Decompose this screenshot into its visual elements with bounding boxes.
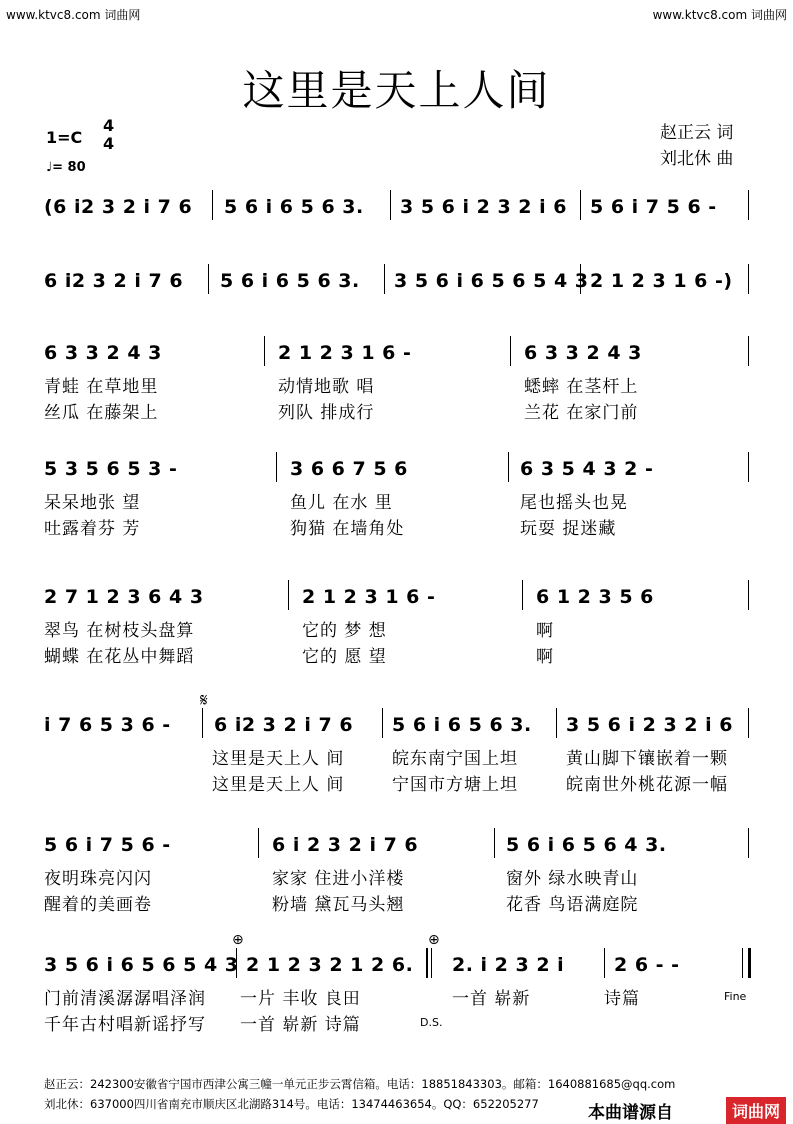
time-signature-bottom: 4 <box>103 134 115 153</box>
measure: i 7 6 5 3 6 - <box>44 714 171 736</box>
site-header-left[interactable]: www.ktvc8.com 词曲网 <box>6 8 141 22</box>
lyric-verse1: 鱼儿 在水 里 <box>290 493 393 513</box>
tempo-marking: ♩= 80 <box>46 160 86 175</box>
lyric-verse1: 尾也摇头也晃 <box>520 493 628 513</box>
measure: 2 1 2 3 1 6 -) <box>590 270 733 292</box>
measure: 3 5 6 i 6 5 6 5 4 3 <box>44 954 239 976</box>
coda-sign: ⊕ <box>232 932 244 948</box>
lyric-verse2: 丝瓜 在藤架上 <box>44 403 159 423</box>
key-signature: 1=C <box>46 128 83 147</box>
measure: 5 6 i 6 5 6 3. <box>224 196 364 218</box>
lyric-verse1: 它的 梦 想 <box>302 621 387 641</box>
lyric-verse2: 蝴蝶 在花丛中舞蹈 <box>44 647 195 667</box>
lyric-verse2: 千年古村唱新谣抒写 <box>44 1015 206 1035</box>
measure: 6 1 2 3 5 6 <box>536 586 654 608</box>
lyric-verse1: 一片 丰收 良田 <box>240 989 361 1009</box>
lyric-verse1: 蟋蟀 在茎杆上 <box>524 377 639 397</box>
measure: 5 6 i 7 5 6 - <box>590 196 717 218</box>
lyric-verse1: 翠鸟 在树枝头盘算 <box>44 621 195 641</box>
site-header-right[interactable]: www.ktvc8.com 词曲网 <box>652 8 787 22</box>
measure: 5 6 i 7 5 6 - <box>44 834 171 856</box>
measure: 3 5 6 i 2 3 2 i 6 <box>566 714 733 736</box>
source-label: 本曲谱源自 <box>584 1098 677 1123</box>
measure: 2 1 2 3 1 6 - <box>302 586 436 608</box>
composer-credit: 刘北休 曲 <box>660 149 734 169</box>
measure: 5 6 i 6 5 6 3. <box>392 714 532 736</box>
fine-marking: Fine <box>724 990 747 1003</box>
lyric-verse1: 动情地歌 唱 <box>278 377 375 397</box>
measure: (6 i2 3 2 i 7 6 <box>44 196 193 218</box>
lyric-verse2: 皖南世外桃花源一幅 <box>566 775 728 795</box>
lyric-verse1: 夜明珠亮闪闪 <box>44 869 152 889</box>
coda-sign: ⊕ <box>428 932 440 948</box>
lyric-verse1: 家家 住进小洋楼 <box>272 869 405 889</box>
lyric-verse2: 吐露着芬 芳 <box>44 519 141 539</box>
measure: 5 6 i 6 5 6 3. <box>220 270 360 292</box>
composer-contact: 刘北休：637000四川省南充市顺庆区北湖路314号。电话：13474463654。QQ：652205277 <box>44 1097 539 1111</box>
time-signature-top: 4 <box>103 116 115 135</box>
brand-logo[interactable]: 词曲网 <box>726 1097 786 1124</box>
measure: 5 6 i 6 5 6 4 3. <box>506 834 667 856</box>
measure: 3 5 6 i 6 5 6 5 4 3 <box>394 270 589 292</box>
lyric-verse1: 呆呆地张 望 <box>44 493 141 513</box>
lyric-verse1: 青蛙 在草地里 <box>44 377 159 397</box>
lyric-verse1: 窗外 绿水映青山 <box>506 869 639 889</box>
lyricist-contact: 赵正云：242300安徽省宁国市西津公寓三幢一单元正步云霄信箱。电话：18851843303。邮箱：1640881685@qq.com <box>44 1077 676 1091</box>
measure: 6 3 3 2 4 3 <box>524 342 642 364</box>
measure: 5 3 5 6 5 3 - <box>44 458 178 480</box>
lyric-verse2: 它的 愿 望 <box>302 647 387 667</box>
lyric-verse2: 兰花 在家门前 <box>524 403 639 423</box>
measure: 6 3 5 4 3 2 - <box>520 458 654 480</box>
lyric-verse2: 一首 崭新 诗篇 <box>240 1015 361 1035</box>
lyric-verse2: 这里是天上人 间 <box>212 775 345 795</box>
lyric-verse2: 列队 排成行 <box>278 403 375 423</box>
measure: 2 7 1 2 3 6 4 3 <box>44 586 204 608</box>
measure: 6 i2 3 2 i 7 6 <box>214 714 354 736</box>
lyricist-credit: 赵正云 词 <box>660 123 734 143</box>
lyric-verse1: 诗篇 <box>604 989 640 1009</box>
measure: 6 i2 3 2 i 7 6 <box>44 270 184 292</box>
lyric-verse1: 黄山脚下镶嵌着一颗 <box>566 749 728 769</box>
measure: 2 1 2 3 1 6 - <box>278 342 412 364</box>
measure: 2 6 - - <box>614 954 680 976</box>
measure: 2 1 2 3 2 1 2 6. <box>246 954 414 976</box>
measure: 2. i 2 3 2 i <box>452 954 565 976</box>
quarter-note-icon: ♩ <box>46 160 53 175</box>
measure: 3 6 6 7 5 6 <box>290 458 408 480</box>
lyric-verse2: 玩耍 捉迷藏 <box>520 519 617 539</box>
lyric-verse2: 啊 <box>536 647 554 667</box>
lyric-verse1: 这里是天上人 间 <box>212 749 345 769</box>
measure: 3 5 6 i 2 3 2 i 6 <box>400 196 567 218</box>
lyric-verse2: 狗猫 在墙角处 <box>290 519 405 539</box>
lyric-verse1: 门前清溪潺潺唱泽润 <box>44 989 206 1009</box>
song-title: 这里是天上人间 <box>242 66 551 115</box>
measure: 6 3 3 2 4 3 <box>44 342 162 364</box>
lyric-verse2: 宁国市方塘上坦 <box>392 775 518 795</box>
lyric-verse1: 一首 崭新 <box>452 989 531 1009</box>
measure: 6 i 2 3 2 i 7 6 <box>272 834 419 856</box>
lyric-verse2: 醒着的美画卷 <box>44 895 152 915</box>
segno-sign: 𝄋 <box>200 690 208 711</box>
lyric-verse2: 粉墙 黛瓦马头翘 <box>272 895 405 915</box>
ds-marking: D.S. <box>420 1016 443 1029</box>
lyric-verse1: 啊 <box>536 621 554 641</box>
lyric-verse1: 皖东南宁国上坦 <box>392 749 518 769</box>
lyric-verse2: 花香 鸟语满庭院 <box>506 895 639 915</box>
